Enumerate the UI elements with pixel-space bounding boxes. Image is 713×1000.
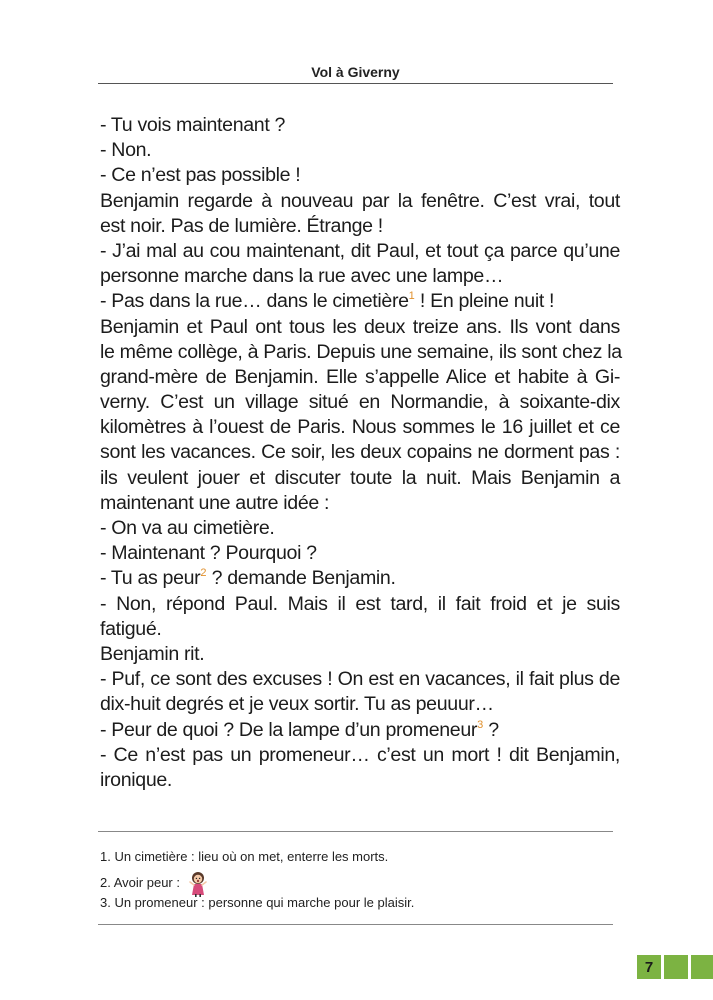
text-segment: - Peur de quoi ? De la lampe d’un promeneur: [100, 718, 478, 741]
page-number: 7: [637, 955, 661, 979]
text-line: Benjamin regarde à nouveau par la fenêtre. C’est vrai, tout: [100, 189, 620, 212]
page-bar-block: [691, 955, 713, 979]
text-line: - Tu vois maintenant ?: [100, 114, 286, 136]
footnotes: [100, 848, 615, 917]
footnote-2-text: 2. Avoir peur :: [100, 875, 180, 890]
text-segment: - Pas dans la rue… dans le cimetière: [100, 290, 409, 313]
footnote-mark-2: 2: [200, 567, 207, 580]
text-line: ironique.: [100, 768, 173, 791]
header-rule: [98, 83, 613, 84]
text-line: - Puf, ce sont des excuses ! On est en vacances, il fait plus de: [100, 668, 620, 691]
text-line: - Non, répond Paul. Mais il est tard, il fait froid et je suis: [100, 592, 620, 615]
text-line: Benjamin rit.: [100, 642, 205, 665]
text-line: grand-mère de Benjamin. Elle s’appelle Alice et habite à Gi-: [100, 365, 620, 388]
text-segment: ?: [488, 718, 499, 741]
text-line: - Ce n’est pas un promeneur… c’est un mort ! dit Benjamin,: [100, 743, 620, 766]
text-line: personne marche dans la rue avec une lampe…: [100, 265, 504, 288]
text-line: [100, 566, 620, 591]
story-text: [100, 113, 620, 793]
footnote-mark-1: 1: [408, 290, 415, 303]
text-line: - Non.: [100, 139, 152, 162]
text-line: le même collège, à Paris. Depuis une semaine, ils sont chez la: [100, 340, 622, 363]
footnote-1: 1. Un cimetière : lieu où on met, enterre les morts.: [100, 849, 389, 864]
running-title: Vol à Giverny: [311, 64, 400, 80]
text-line: maintenant une autre idée :: [100, 491, 330, 514]
text-line: - Ce n’est pas possible !: [100, 164, 301, 187]
text-line: - On va au cimetière.: [100, 517, 275, 539]
footnote-rule-bottom: [98, 924, 613, 925]
text-line: fatigué.: [100, 617, 162, 640]
footnote-rule-top: [98, 831, 613, 832]
text-line: [100, 289, 620, 314]
text-line: est noir. Pas de lumière. Étrange !: [100, 214, 383, 237]
text-line: sont les vacances. Ce soir, les deux copains ne dorment pas :: [100, 441, 620, 464]
footnote-2: [100, 871, 615, 894]
text-line: Benjamin et Paul ont tous les deux treize ans. Ils vont dans: [100, 315, 620, 338]
page-bar-block: [664, 955, 688, 979]
footnote-3: 3. Un promeneur : personne qui marche pour le plaisir.: [100, 895, 415, 910]
text-line: [100, 718, 620, 743]
footnote-mark-3: 3: [477, 718, 484, 731]
text-segment: ! En pleine nuit !: [419, 290, 555, 313]
text-line: - Maintenant ? Pourquoi ?: [100, 542, 317, 565]
page-number-bar: [637, 955, 713, 979]
text-line: - J’ai mal au cou maintenant, dit Paul, et tout ça parce qu’une: [100, 239, 620, 262]
text-segment: ? demande Benjamin.: [211, 567, 396, 590]
text-line: kilomètres à l’ouest de Paris. Nous sommes le 16 juillet et ce: [100, 416, 620, 439]
text-segment: - Tu as peur: [100, 567, 201, 590]
text-line: dix-huit degrés et je veux sortir. Tu as peuuur…: [100, 693, 494, 716]
text-line: verny. C’est un village situé en Normandie, à soixante-dix: [100, 391, 620, 414]
text-line: ils veulent jouer et discuter toute la nuit. Mais Benjamin a: [100, 466, 620, 489]
